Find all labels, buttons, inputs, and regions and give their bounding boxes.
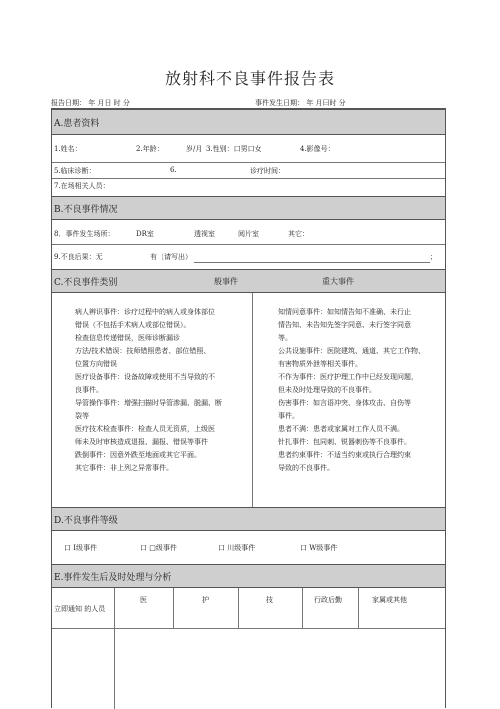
level-4-checkbox[interactable]: 口 W级事件: [300, 544, 338, 552]
patient-age-field[interactable]: 2.年龄：: [136, 145, 164, 153]
patient-sex-field[interactable]: 3.性别：口男口女: [206, 145, 262, 153]
serious-event-line[interactable]: 情告知、未告知先签字同意、未行签字同意: [278, 321, 411, 329]
serious-event-line[interactable]: 公共设施事件：医院建筑、通道、其它工作物、: [278, 347, 425, 355]
level-1-checkbox[interactable]: 口 I级事件: [64, 544, 97, 552]
serious-event-line[interactable]: 导致的不良事件。: [278, 464, 334, 472]
general-event-line[interactable]: 导管操作事件：增强扫描时导管渗漏、脱漏、断: [75, 399, 222, 407]
consequence-end: ；: [430, 253, 437, 261]
general-event-line[interactable]: 裂等: [75, 412, 89, 420]
serious-event-line[interactable]: 但未及时处理导致的不良事件。: [278, 386, 376, 394]
grid-line: [358, 588, 359, 628]
consequence-has[interactable]: 有〔请写出）: [150, 253, 192, 261]
general-event-line[interactable]: 师未及时审核造成退报、漏报、错误等事件: [75, 438, 208, 446]
field-six[interactable]: 6.: [170, 166, 177, 174]
general-events-header: 般事件: [214, 277, 238, 286]
level-2-checkbox[interactable]: 口 □级事件: [140, 544, 177, 552]
event-place-label: 8．事件发生场所：: [54, 230, 115, 238]
serious-event-line[interactable]: 患者不满：患者或家属对工作人员不满。: [278, 425, 404, 433]
notify-row-label: 立即通知 的人员: [54, 605, 106, 613]
col-doctor: 医: [140, 596, 147, 604]
general-events-list: [75, 306, 222, 475]
general-event-line[interactable]: 位置方向错误: [75, 360, 117, 368]
serious-events-header: 重大事件: [322, 277, 354, 286]
divider: [52, 162, 445, 163]
consequence-underline: [194, 262, 430, 263]
patient-age-unit: 岁/月: [186, 145, 203, 153]
serious-event-line[interactable]: 不作为事件：医疗护理工作中已经发现问题，: [278, 373, 418, 381]
col-admin: 行政后勤: [314, 596, 342, 604]
section-c-header: [52, 269, 445, 293]
event-date: 事件发生日期： 年 月曰时 分: [255, 99, 346, 107]
general-event-line[interactable]: 其它事件：非上列之异常事件。: [75, 464, 173, 472]
column-divider: [252, 293, 253, 507]
staff-present-field[interactable]: 7.在场相关人员：: [54, 182, 110, 190]
page-title: 放射科不良事件报告表: [164, 69, 335, 88]
consequence-none[interactable]: 9.不良后果：无: [54, 253, 103, 261]
report-date: 报告日期： 年 月日 时 分: [51, 99, 130, 107]
grid-line: [238, 588, 239, 628]
serious-events-list: [278, 306, 425, 475]
image-number-field[interactable]: 4.影像号：: [300, 145, 335, 153]
col-nurse: 护: [202, 596, 209, 604]
grid-line: [302, 588, 303, 628]
serious-event-line[interactable]: 知情问意事件：如知情告知不准确、未行止: [278, 308, 411, 316]
general-event-line[interactable]: 医疗设备事件：设备故障或使用不当导致的不: [75, 373, 215, 381]
section-a-header: A.患者资料: [52, 109, 445, 135]
grid-line: [173, 588, 174, 628]
divider: [52, 628, 445, 629]
general-event-line[interactable]: 方法/技术错误：技师错照患者、部位错照、: [75, 347, 211, 355]
divider: [52, 244, 445, 245]
place-option-reading[interactable]: 阅片室: [238, 230, 259, 238]
report-form: [51, 108, 446, 708]
serious-event-line[interactable]: 等。: [278, 334, 292, 342]
section-b-header: B.不良事件情况: [52, 196, 445, 220]
general-event-line[interactable]: 错误（不包括手术病人或部位错误）。: [75, 321, 191, 329]
section-d-header: D.不良事件等级: [52, 507, 445, 531]
serious-event-line[interactable]: 伤害事件：如言语冲突、身体攻击、自伤等: [278, 399, 411, 407]
col-technician: 技: [266, 596, 273, 604]
exam-time-field[interactable]: 诊疗时间：: [250, 167, 285, 175]
divider: [52, 178, 445, 179]
general-event-line[interactable]: 良事件。: [75, 386, 103, 394]
place-option-other[interactable]: 其它：: [288, 230, 309, 238]
grid-line: [114, 588, 115, 709]
clinical-diagnosis-field[interactable]: 5.临床诊断：: [54, 167, 96, 175]
serious-event-line[interactable]: 患者约束事件：不适当约束或执行合理约束: [278, 451, 411, 459]
general-event-line[interactable]: 跌倒事件：因意外跌至地面或其它平面。: [75, 451, 201, 459]
general-event-line[interactable]: 医疗技术检查事件：检查人员无资质，上级医: [75, 425, 215, 433]
level-3-checkbox[interactable]: 口 川级事件: [218, 544, 256, 552]
general-event-line[interactable]: 检查信息传递错误，医师诊断漏诊: [75, 334, 180, 342]
serious-event-line[interactable]: 事件。: [278, 412, 299, 420]
col-family: 家属或其他: [372, 596, 407, 604]
general-event-line[interactable]: 病人辨识事件：诊疗过程中的病人或身体部位: [75, 308, 215, 316]
serious-event-line[interactable]: 针扎事件：包同刺、锐器刺伤等不良事件。: [278, 438, 411, 446]
patient-name-field[interactable]: 1.姓名：: [54, 145, 82, 153]
section-e-header: E.事件发生后及时处理与分析: [52, 564, 445, 588]
place-option-fluoro[interactable]: 透视室: [194, 230, 215, 238]
section-c-title: C.不良事件类别: [54, 277, 118, 288]
place-option-dr[interactable]: DR室: [136, 230, 154, 238]
serious-event-line[interactable]: 有害物质外泄等相关事件。: [278, 360, 362, 368]
